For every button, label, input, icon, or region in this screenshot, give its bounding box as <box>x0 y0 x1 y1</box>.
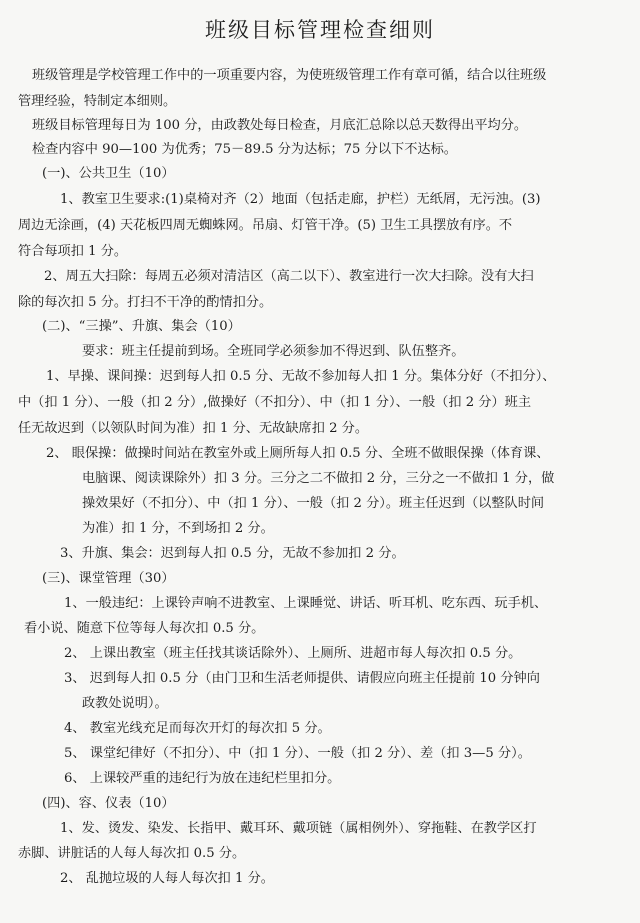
text-line: 2、 上课出教室（班主任找其谈话除外）、上厕所、进超市每人每次扣 0.5 分。 <box>64 646 522 661</box>
text-line: 1、发、烫发、染发、长指甲、戴耳环、戴项链（属相例外）、穿拖鞋、在教学区打 <box>60 821 537 836</box>
section-heading: (二)、“三操”、升旗、集会（10） <box>42 319 241 334</box>
text-line: 检查内容中 90—100 为优秀；75－89.5 分为达标；75 分以下不达标。 <box>32 142 457 157</box>
text-line: 1、教室卫生要求:(1)桌椅对齐（2）地面（包括走廊，护栏）无纸屑，无污浊。(3) <box>60 192 541 207</box>
text-line: 中（扣 1 分）、一般（扣 2 分）,做操好（不扣分）、中（扣 1 分）、一般（扣 2 分）班主 <box>18 395 532 410</box>
text-line: 2、 眼保操：做操时间站在教室外或上厕所每人扣 0.5 分、全班不做眼保操（体育课、 <box>46 446 550 461</box>
text-line: 电脑课、阅读课除外）扣 3 分。三分之二不做扣 2 分，三分之一不做扣 1 分，做 <box>82 471 555 486</box>
text-line: 5、 课堂纪律好（不扣分）、中（扣 1 分）、一般（扣 2 分）、差（扣 3—5 分）。 <box>64 746 531 761</box>
section-heading: (三)、课堂管理（30） <box>42 571 175 586</box>
text-line: 2、 乱抛垃圾的人每人每次扣 1 分。 <box>60 871 274 886</box>
text-line: 班级目标管理每日为 100 分，由政教处每日检查，月底汇总除以总天数得出平均分。 <box>32 118 528 133</box>
text-line: 管理经验，特制定本细则。 <box>18 94 177 109</box>
text-line: 1、早操、课间操：迟到每人扣 0.5 分、无故不参加每人扣 1 分。集体分好（不扣分）、 <box>46 369 556 384</box>
text-line: 任无故迟到（以领队时间为准）扣 1 分、无故缺席扣 2 分。 <box>18 421 369 436</box>
text-line: 看小说、随意下位等每人每次扣 0.5 分。 <box>24 621 265 636</box>
text-line: 2、周五大扫除：每周五必须对清洁区（高二以下）、教室进行一次大扫除。没有大扫 <box>44 269 534 284</box>
text-line: 符合每项扣 1 分。 <box>18 244 128 259</box>
section-heading: (四)、容、仪表（10） <box>42 796 175 811</box>
text-line: 政教处说明）。 <box>82 696 168 711</box>
text-line: 4、 教室光线充足而每次开灯的每次扣 5 分。 <box>64 721 331 736</box>
text-line: 班级管理是学校管理工作中的一项重要内容，为使班级管理工作有章可循，结合以往班级 <box>32 68 547 83</box>
text-line: 3、升旗、集会：迟到每人扣 0.5 分，无故不参加扣 2 分。 <box>60 546 405 561</box>
text-line: 6、 上课较严重的违纪行为放在违纪栏里扣分。 <box>64 771 341 786</box>
text-line: 周边无涂画，(4) 天花板四周无蜘蛛网。吊扇、灯管干净。(5) 卫生工具摆放有序。不 <box>18 218 513 233</box>
text-line: 要求：班主任提前到场。全班同学必须参加不得迟到、队伍整齐。 <box>82 344 465 359</box>
text-line: 赤脚、讲脏话的人每人每次扣 0.5 分。 <box>18 846 246 861</box>
text-line: 1、一般违纪：上课铃声响不进教室、上课睡觉、讲话、听耳机、吃东西、玩手机、 <box>64 596 548 611</box>
section-heading: (一)、公共卫生（10） <box>42 166 175 181</box>
document-title: 班级目标管理检查细则 <box>205 18 435 42</box>
text-line: 3、 迟到每人扣 0.5 分（由门卫和生活老师提供、请假应向班主任提前 10 分钟向 <box>64 671 540 686</box>
text-line: 为准）扣 1 分，不到场扣 2 分。 <box>82 521 274 536</box>
text-line: 操效果好（不扣分）、中（扣 1 分）、一般（扣 2 分）。班主任迟到（以整队时间 <box>82 496 545 511</box>
text-line: 除的每次扣 5 分。打扫不干净的酌情扣分。 <box>18 295 273 310</box>
